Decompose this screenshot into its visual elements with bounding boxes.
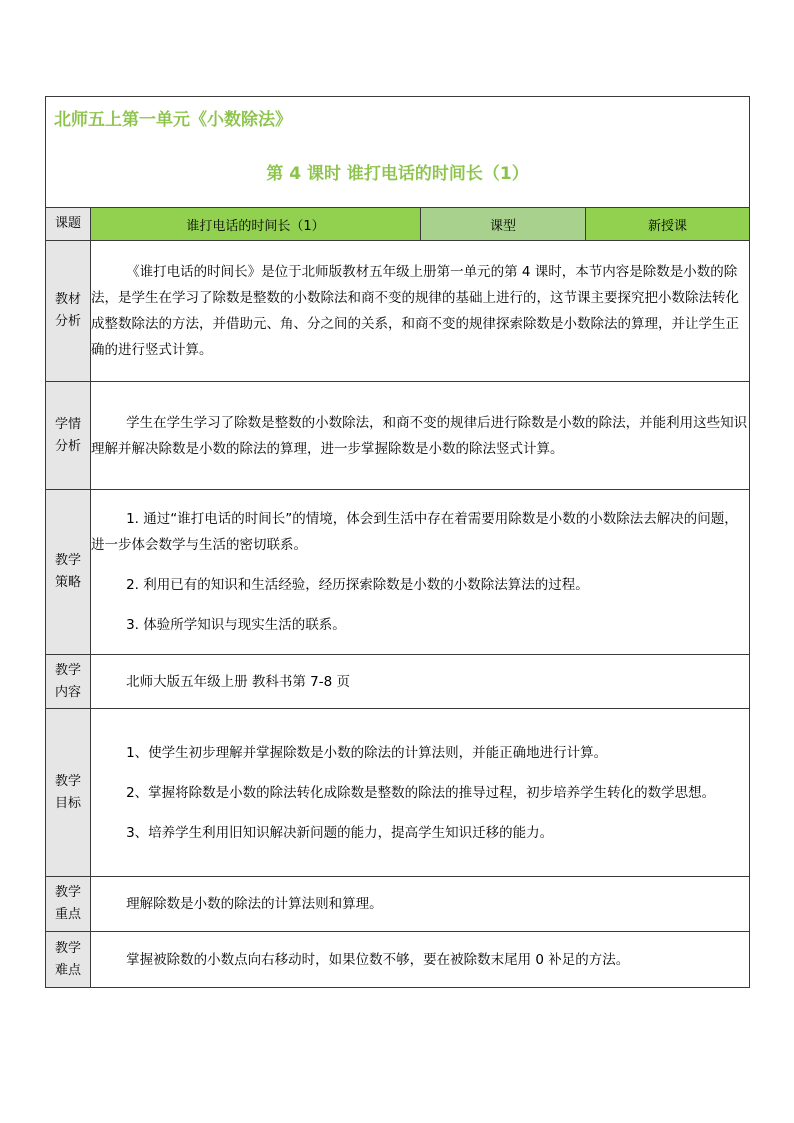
material-content xyxy=(91,241,750,382)
topic-value: 谁打电话的时间长（1） xyxy=(91,208,421,241)
strategy-label-line1: 教学 xyxy=(54,553,81,568)
header-row xyxy=(46,97,750,208)
content-paragraph: 北师大版五年级上册 教科书第 7-8 页 xyxy=(126,673,351,690)
students-paragraph: 学生在学生学习了除数是整数的小数除法，和商不变的规律后进行除数是小数的除法，并能利用这些知识理解并解决除数是小数的除法的算理，进一步掌握除数是小数的除法竖式计算。 xyxy=(91,414,748,457)
students-content xyxy=(91,382,750,490)
students-row xyxy=(46,382,750,490)
key-point-row xyxy=(46,877,750,932)
difficulty-row xyxy=(46,932,750,988)
strategy-label-line2: 策略 xyxy=(54,575,81,590)
difficulty-label-line2: 难点 xyxy=(54,962,81,978)
goals-label-line1: 教学 xyxy=(54,773,81,789)
content-content xyxy=(91,655,750,709)
strategy-item-1: 1. 通过“谁打电话的时间长”的情境，体会到生活中存在着需要用除数是小数的小数除法去解决的问题，进一步体会数学与生活的密切联系。 xyxy=(91,511,738,553)
material-row xyxy=(46,241,750,382)
type-value: 新授课 xyxy=(586,208,750,241)
goal-item-1: 1、使学生初步理解并掌握除数是小数的除法的计算法则，并能正确地进行计算。 xyxy=(126,744,608,761)
material-label-line2: 分析 xyxy=(54,314,81,329)
key-point-label xyxy=(46,877,91,932)
goals-content xyxy=(91,709,750,877)
students-label xyxy=(46,382,91,490)
strategy-row xyxy=(46,490,750,655)
meta-row xyxy=(46,208,750,241)
content-label-line1: 教学 xyxy=(54,662,81,678)
goal-item-2: 2、掌握将除数是小数的除法转化成除数是整数的除法的推导过程，初步培养学生转化的数学思想。 xyxy=(126,784,716,801)
difficulty-content xyxy=(91,932,750,988)
goals-row xyxy=(46,709,750,877)
content-row xyxy=(46,655,750,709)
key-point-content xyxy=(91,877,750,932)
goal-item-3: 3、培养学生利用旧知识解决新问题的能力，提高学生知识迁移的能力。 xyxy=(126,824,554,841)
difficulty-paragraph: 掌握被除数的小数点向右移动时，如果位数不够，要在被除数末尾用 0 补足的方法。 xyxy=(126,951,630,968)
material-paragraph: 《谁打电话的时间长》是位于北师版教材五年级上册第一单元的第 4 课时，本节内容是除数是小数的除法，是学生在学习了除数是整数的小数除法和商不变的规律的基础上进行的，这节课主要探究把小数除法转化成整数除法的方法，并借助元、角、分之间的关系，和商不变的规律探索除数是小数除法的算理，并让学生正确的进行竖式计算。 xyxy=(91,264,739,358)
type-label: 课型 xyxy=(421,208,586,241)
strategy-item-2: 2. 利用已有的知识和生活经验，经历探索除数是小数的小数除法算法的过程。 xyxy=(126,577,589,593)
key-point-paragraph: 理解除数是小数的除法的计算法则和算理。 xyxy=(126,896,383,912)
series-title: 北师五上第一单元《小数除法》 xyxy=(54,110,292,130)
difficulty-label xyxy=(46,932,91,988)
students-label-line2: 分析 xyxy=(54,438,81,454)
strategy-item-3: 3. 体验所学知识与现实生活的联系。 xyxy=(126,617,346,633)
difficulty-label-line1: 教学 xyxy=(54,940,81,956)
lesson-title: 第 4 课时 谁打电话的时间长（1） xyxy=(266,164,529,184)
header-cell xyxy=(46,97,750,208)
material-label xyxy=(46,241,91,382)
topic-label: 课题 xyxy=(46,208,91,241)
goals-label-line2: 目标 xyxy=(54,795,81,811)
goals-label xyxy=(46,709,91,877)
lesson-plan-document xyxy=(45,96,749,988)
strategy-content xyxy=(91,490,750,655)
content-label-line2: 内容 xyxy=(54,684,81,700)
strategy-label xyxy=(46,490,91,655)
material-label-line1: 教材 xyxy=(54,292,81,307)
content-label xyxy=(46,655,91,709)
students-label-line1: 学情 xyxy=(54,416,81,432)
lesson-plan-table xyxy=(45,96,750,988)
key-point-label-line2: 重点 xyxy=(54,907,81,922)
key-point-label-line1: 教学 xyxy=(54,885,81,900)
